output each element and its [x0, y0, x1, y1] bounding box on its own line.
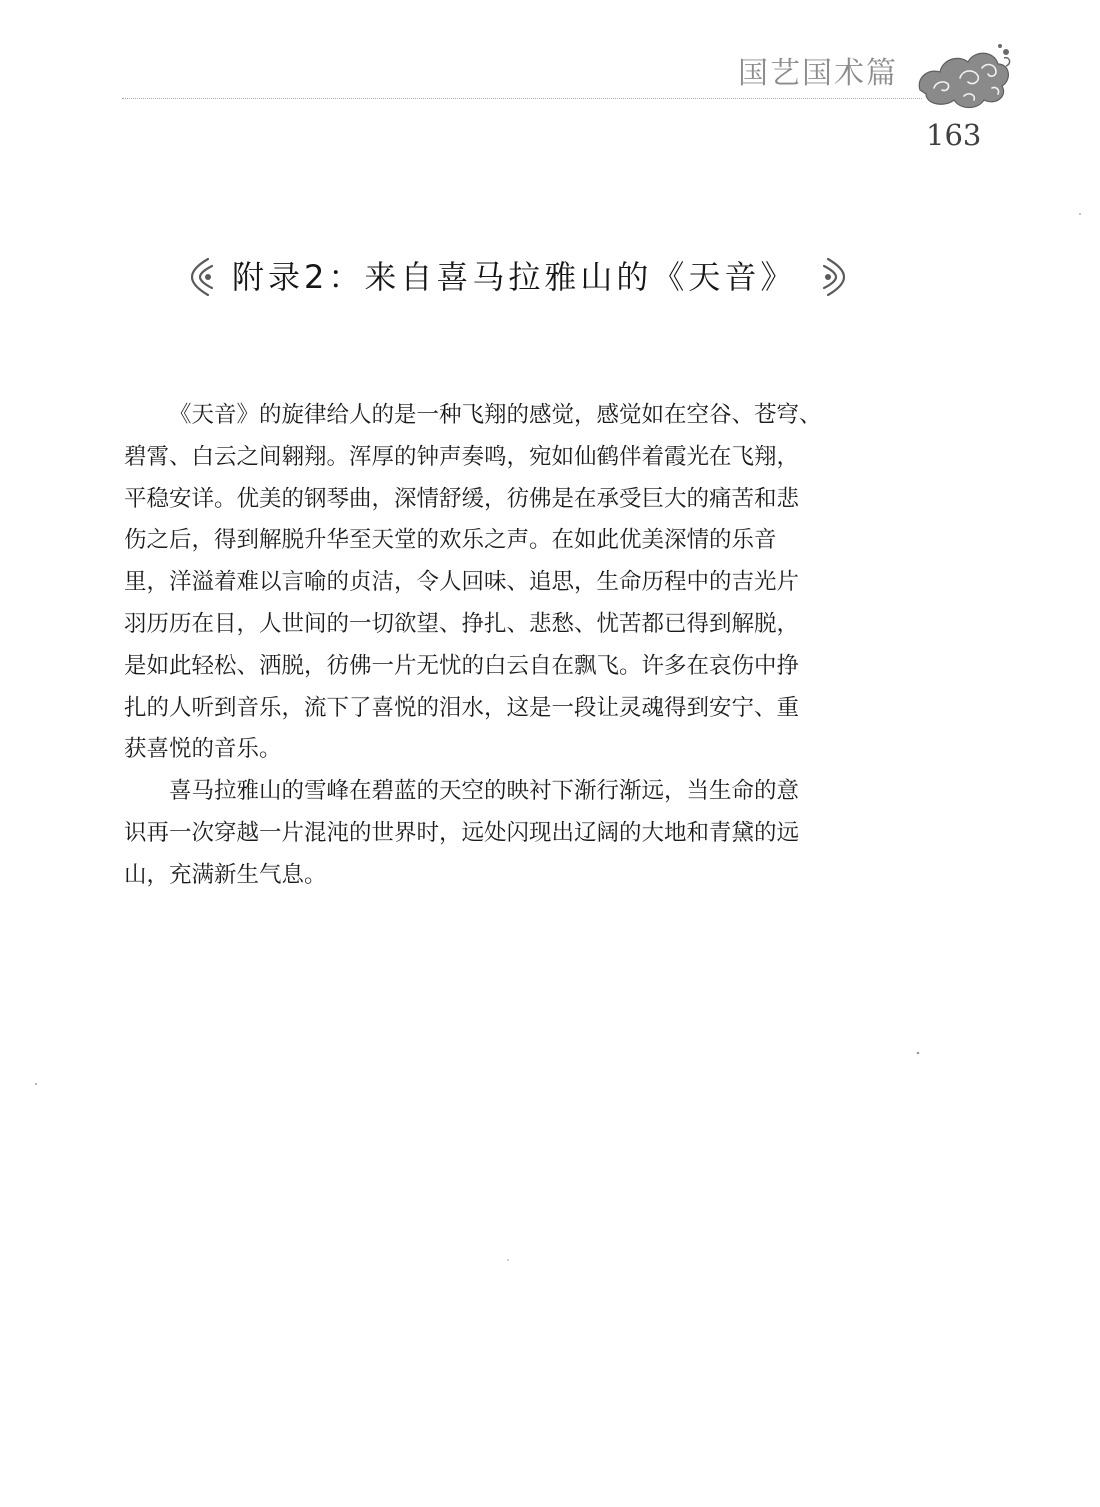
paragraph-1	[124, 395, 924, 771]
text-line: 碧霄、白云之间翱翔。浑厚的钟声奏鸣，宛如仙鹤伴着霞光在飞翔，	[124, 443, 800, 470]
body-text	[124, 395, 924, 897]
cloud-ornament-icon	[912, 38, 1012, 116]
header-rule	[122, 98, 922, 99]
text-line: 伤之后，得到解脱升华至天堂的欢乐之声。在如此优美深情的乐音	[124, 527, 777, 554]
page-number: 163	[926, 118, 982, 152]
left-bracket-ornament-icon	[186, 256, 216, 298]
chapter-title-block	[186, 254, 846, 300]
right-bracket-ornament-icon	[820, 256, 850, 298]
text-line: 扎的人听到音乐，流下了喜悦的泪水，这是一段让灵魂得到安宁、重	[124, 694, 800, 721]
text-line: 识再一次穿越一片混沌的世界时，远处闪现出辽阔的大地和青黛的远	[124, 819, 800, 846]
text-line: 平稳安详。优美的钢琴曲，深情舒缓，彷佛是在承受巨大的痛苦和悲	[124, 485, 800, 512]
text-line: 《天音》的旋律给人的是一种飞翔的感觉，感觉如在空谷、苍穹、	[169, 402, 822, 428]
paragraph-2	[124, 771, 924, 896]
text-line: 获喜悦的音乐。	[124, 736, 282, 763]
text-line: 喜马拉雅山的雪峰在碧蓝的天空的映衬下渐行渐远，当生命的意	[169, 778, 800, 805]
chapter-title: 附录2：来自喜马拉雅山的《天音》	[232, 258, 797, 296]
text-line: 是如此轻松、洒脱，彷佛一片无忧的白云自在飘飞。许多在哀伤中挣	[124, 652, 800, 679]
text-line: 羽历历在目，人世间的一切欲望、挣扎、悲愁、忧苦都已得到解脱，	[124, 610, 800, 637]
section-name: 国艺国术篇	[738, 56, 898, 91]
running-head	[0, 0, 1100, 160]
text-line: 里，洋溢着难以言喻的贞洁，令人回味、追思，生命历程中的吉光片	[124, 569, 800, 596]
text-line: 山，充满新生气息。	[124, 861, 327, 888]
